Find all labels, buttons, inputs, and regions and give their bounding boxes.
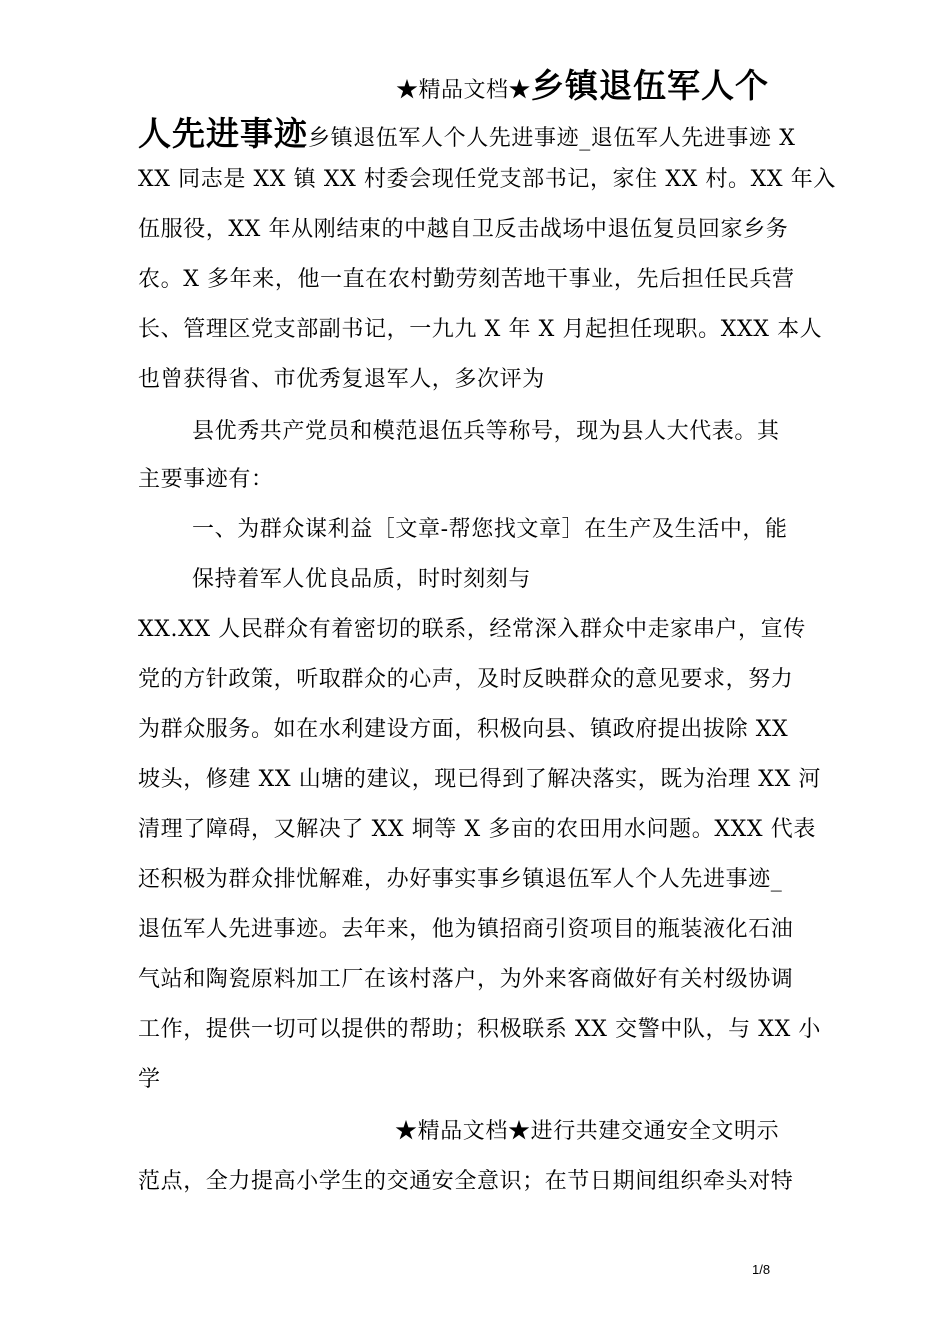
title-row-1 bbox=[396, 60, 769, 107]
section-heading: 一、为群众谋利益［文章-帮您找文章］在生产及生活中，能 bbox=[192, 517, 788, 542]
body-line: 伍服役，XX 年从刚结束的中越自卫反击战场中退伍复员回家乡务 bbox=[138, 217, 789, 242]
body-line: 进行共建交通安全文明示 bbox=[530, 1119, 780, 1144]
body-line: 县优秀共产党员和模范退伍兵等称号，现为县人大代表。其 bbox=[192, 419, 780, 444]
footer-mark-row bbox=[395, 1118, 779, 1146]
body-line: 主要事迹有： bbox=[138, 467, 274, 492]
page-number: 1/8 bbox=[752, 1262, 771, 1277]
body-line: 坡头，修建 XX 山塘的建议，现已得到了解决落实，既为治理 XX 河 bbox=[138, 767, 822, 792]
body-line: 学 bbox=[138, 1067, 161, 1092]
body-line: 气站和陶瓷原料加工厂在该村落户，为外来客商做好有关村级协调 bbox=[138, 967, 794, 992]
quality-mark: ★精品文档★ bbox=[396, 78, 532, 103]
body-line: 还积极为群众排忧解难，办好事实事乡镇退伍军人个人先进事迹_ bbox=[138, 867, 783, 892]
body-line: 党的方针政策，听取群众的心声，及时反映群众的意见要求，努力 bbox=[138, 667, 794, 692]
body-line: 退伍军人先进事迹。去年来，他为镇招商引资项目的瓶装液化石油 bbox=[138, 917, 794, 942]
body-line: 工作，提供一切可以提供的帮助；积极联系 XX 交警中队，与 XX 小 bbox=[138, 1017, 822, 1042]
body-line: 保持着军人优良品质，时时刻刻与 bbox=[192, 567, 532, 592]
body-line: XX.XX 人民群众有着密切的联系，经常深入群众中走家串户，宣传 bbox=[138, 617, 806, 642]
quality-mark: ★精品文档★ bbox=[395, 1119, 531, 1144]
body-line: 范点，全力提高小学生的交通安全意识；在节日期间组织牵头对特 bbox=[138, 1169, 794, 1194]
document-title-part2: 人先进事迹 bbox=[138, 114, 308, 153]
body-line: 长、管理区党支部副书记，一九九 X 年 X 月起担任现职。XXX 本人 bbox=[138, 317, 823, 342]
body-line: 清理了障碍，又解决了 XX 垌等 X 多亩的农田用水问题。XXX 代表 bbox=[138, 817, 816, 842]
title-row-2 bbox=[138, 108, 795, 155]
body-line: 农。X 多年来，他一直在农村勤劳刻苦地干事业，先后担任民兵营 bbox=[138, 267, 795, 292]
body-line: 乡镇退伍军人个人先进事迹_退伍军人先进事迹 X bbox=[308, 126, 796, 151]
body-line: 也曾获得省、市优秀复退军人，多次评为 bbox=[138, 367, 545, 392]
body-line: 为群众服务。如在水利建设方面，积极向县、镇政府提出拔除 XX bbox=[138, 717, 789, 742]
document-title-part1: 乡镇退伍军人个 bbox=[531, 66, 770, 105]
body-line: XX 同志是 XX 镇 XX 村委会现任党支部书记，家住 XX 村。XX 年入 bbox=[138, 167, 836, 192]
